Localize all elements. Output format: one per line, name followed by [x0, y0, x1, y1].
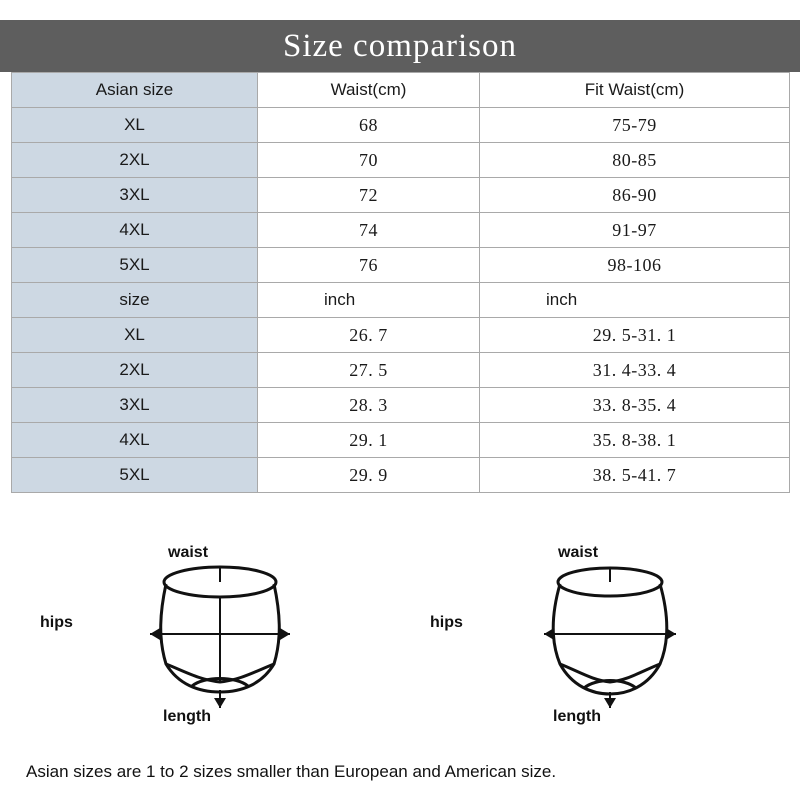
cell-size: XL	[12, 108, 258, 143]
cell-fit-waist: 38. 5-41. 7	[480, 458, 790, 493]
cell-waist: 29. 1	[258, 423, 480, 458]
diagram-label-length: length	[553, 708, 601, 725]
size-comparison-table	[11, 72, 790, 493]
column-header-waist-cm: Waist(cm)	[258, 73, 480, 108]
table-row	[12, 178, 790, 213]
cell-size: 3XL	[12, 388, 258, 423]
table-header-row	[12, 73, 790, 108]
cell-waist: 70	[258, 143, 480, 178]
table-row	[12, 318, 790, 353]
diagram-brief-back	[390, 500, 790, 745]
cell-size: 4XL	[12, 423, 258, 458]
table-row	[12, 283, 790, 318]
cell-waist: 28. 3	[258, 388, 480, 423]
table-row	[12, 108, 790, 143]
diagram-brief-front	[0, 500, 400, 745]
cell-size: 2XL	[12, 143, 258, 178]
diagram-label-hips: hips	[430, 614, 463, 631]
table-row	[12, 248, 790, 283]
cell-fit-waist: 98-106	[480, 248, 790, 283]
diagram-label-hips: hips	[40, 614, 73, 631]
page-title: Size comparison	[282, 27, 518, 64]
diagram-label-length: length	[163, 708, 211, 725]
cell-waist: 27. 5	[258, 353, 480, 388]
cell-waist: 26. 7	[258, 318, 480, 353]
table-header	[12, 73, 790, 108]
cell-waist: 74	[258, 213, 480, 248]
cell-size: XL	[12, 318, 258, 353]
cell-fit-waist: 29. 5-31. 1	[480, 318, 790, 353]
table-row	[12, 213, 790, 248]
cell-waist: 68	[258, 108, 480, 143]
cell-fit-waist: inch	[480, 283, 790, 318]
cell-waist: 29. 9	[258, 458, 480, 493]
column-header-asian-size: Asian size	[12, 73, 258, 108]
cell-waist: 76	[258, 248, 480, 283]
cell-fit-waist: 91-97	[480, 213, 790, 248]
cell-size: 3XL	[12, 178, 258, 213]
cell-fit-waist: 31. 4-33. 4	[480, 353, 790, 388]
footnote-text: Asian sizes are 1 to 2 sizes smaller than European and American size.	[26, 762, 557, 781]
cell-fit-waist: 33. 8-35. 4	[480, 388, 790, 423]
cell-fit-waist: 86-90	[480, 178, 790, 213]
table-row	[12, 458, 790, 493]
brief-front-illustration	[120, 560, 320, 710]
table-row	[12, 353, 790, 388]
table-body	[12, 108, 790, 493]
diagram-area	[0, 500, 800, 745]
diagram-label-waist: waist	[558, 544, 599, 561]
title-bar	[0, 20, 800, 72]
table-row	[12, 423, 790, 458]
cell-size: 5XL	[12, 458, 258, 493]
cell-fit-waist: 75-79	[480, 108, 790, 143]
cell-fit-waist: 35. 8-38. 1	[480, 423, 790, 458]
cell-size: size	[12, 283, 258, 318]
cell-waist: 72	[258, 178, 480, 213]
cell-fit-waist: 80-85	[480, 143, 790, 178]
column-header-fit-waist-cm: Fit Waist(cm)	[480, 73, 790, 108]
cell-waist: inch	[258, 283, 480, 318]
cell-size: 4XL	[12, 213, 258, 248]
table-row	[12, 388, 790, 423]
table-row	[12, 143, 790, 178]
cell-size: 5XL	[12, 248, 258, 283]
brief-back-illustration	[510, 560, 710, 710]
diagram-label-waist: waist	[168, 544, 209, 561]
cell-size: 2XL	[12, 353, 258, 388]
